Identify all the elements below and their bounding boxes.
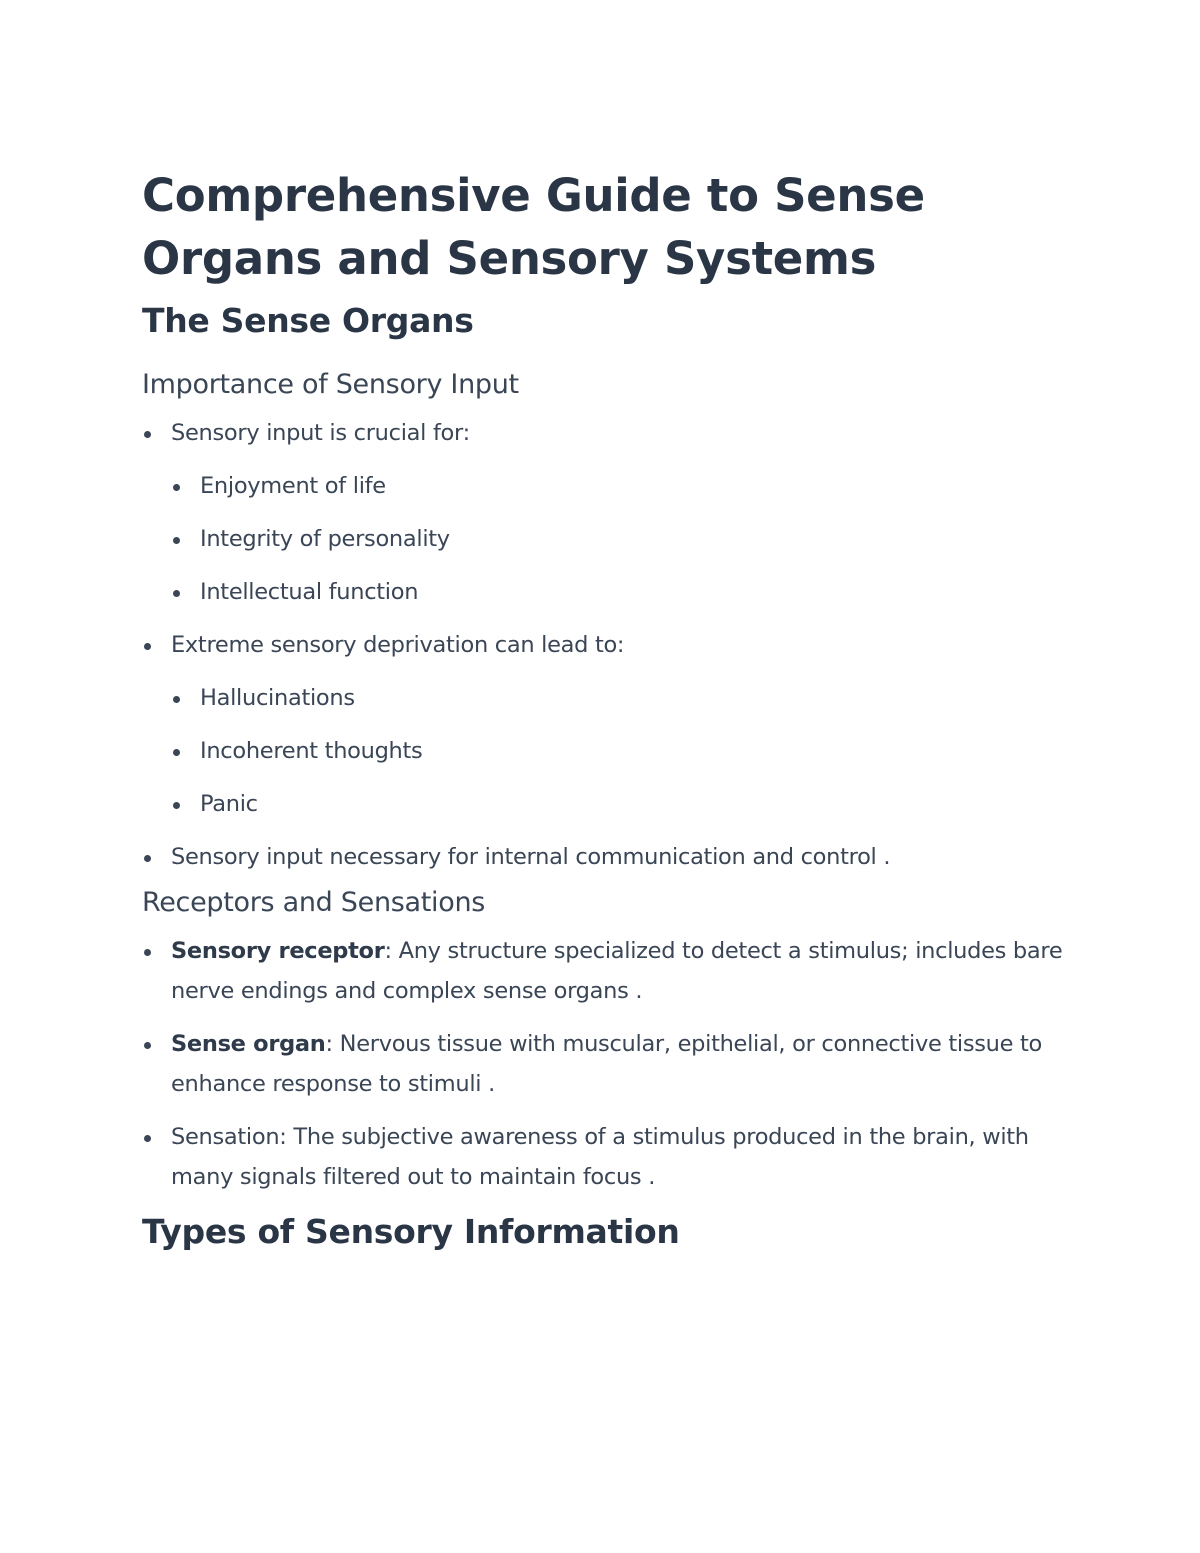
bullet-icon [144, 1042, 151, 1049]
importance-list [142, 413, 1072, 877]
section-heading-sense-organs: The Sense Organs [142, 301, 474, 340]
bullet-icon [144, 855, 151, 862]
list-item-text: Extreme sensory deprivation can lead to: [171, 632, 625, 658]
bullet-icon [173, 590, 180, 597]
list-item-text: Incoherent thoughts [200, 738, 423, 764]
list-item-text: Sensory input is crucial for: [171, 420, 470, 446]
list-item-text: Integrity of personality [200, 526, 450, 552]
list-item [142, 519, 1072, 559]
subsection-heading-receptors: Receptors and Sensations [142, 887, 486, 918]
list-item [142, 837, 1072, 877]
list-item [142, 625, 1072, 665]
list-item [142, 466, 1072, 506]
term-sense-organ: Sense organ [171, 1031, 326, 1057]
list-item-text: Sensory input necessary for internal communication and control . [171, 844, 891, 870]
list-item [142, 1117, 1072, 1197]
list-item [142, 731, 1072, 771]
term-sensory-receptor: Sensory receptor [171, 938, 385, 964]
document-title: Comprehensive Guide to Sense Organs and Sensory Systems [142, 169, 925, 285]
bullet-icon [173, 537, 180, 544]
list-item-text: Intellectual function [200, 579, 419, 605]
list-item [142, 413, 1072, 453]
list-item [142, 572, 1072, 612]
bullet-icon [144, 431, 151, 438]
list-item [142, 784, 1072, 824]
bullet-icon [144, 1135, 151, 1142]
list-item-text: Enjoyment of life [200, 473, 386, 499]
bullet-icon [144, 949, 151, 956]
section-heading-types: Types of Sensory Information [142, 1212, 680, 1251]
receptors-list [142, 931, 1072, 1197]
list-item-text: Panic [200, 791, 258, 817]
list-item [142, 1024, 1072, 1104]
list-item [142, 931, 1072, 1011]
bullet-icon [173, 749, 180, 756]
bullet-icon [173, 802, 180, 809]
subsection-heading-importance: Importance of Sensory Input [142, 369, 519, 400]
list-item-text: Hallucinations [200, 685, 355, 711]
document-page [142, 164, 1072, 1254]
bullet-icon [173, 696, 180, 703]
list-item [142, 678, 1072, 718]
definition-text: : Nervous tissue with muscular, epithelial, or connective tissue to enhance response to stimuli . [171, 1031, 1043, 1097]
bullet-icon [173, 484, 180, 491]
definition-text: Sensation: The subjective awareness of a stimulus produced in the brain, with many signals filtered out to maintain focus . [171, 1124, 1029, 1190]
definition-text: : Any structure specialized to detect a stimulus; includes bare nerve endings and complex sense organs . [171, 938, 1063, 1004]
bullet-icon [144, 643, 151, 650]
